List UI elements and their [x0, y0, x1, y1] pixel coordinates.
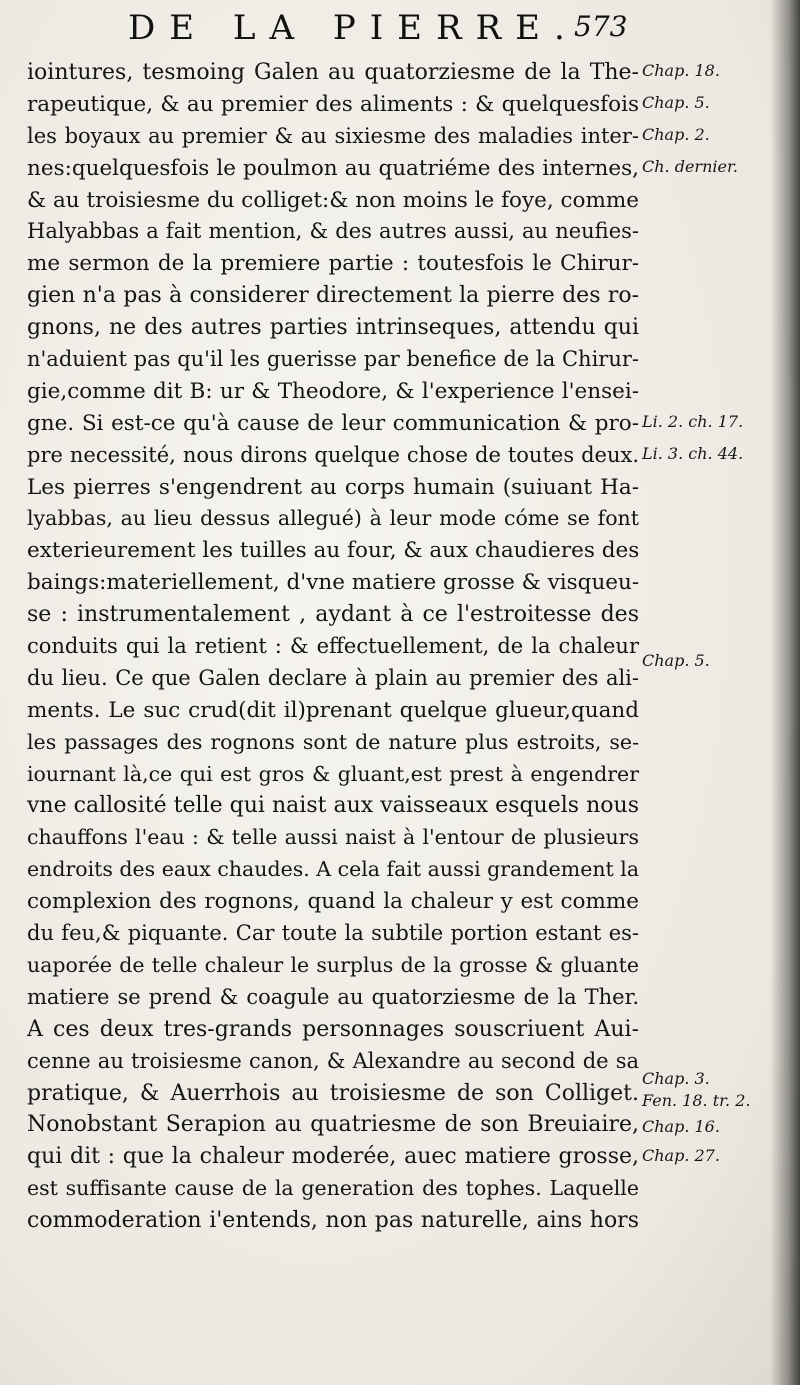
text-line: matiere se prend & coagule au quatorziesme de la Ther.: [27, 984, 639, 1009]
body-text: [27, 57, 639, 1237]
text-line: cenne au troisiesme canon, & Alexandre au second de sa: [27, 1048, 639, 1073]
text-line: les boyaux au premier & au sixiesme des maladies inter-: [27, 123, 639, 148]
text-line: complexion des rognons, quand la chaleur y est comme: [27, 889, 639, 915]
text-line: gie,comme dit B: ur & Theodore, & l'experience l'ensei-: [27, 378, 639, 404]
text-line: rapeutique, & au premier des aliments : & quelquesfois: [27, 91, 639, 117]
margin-note: Li. 3. ch. 44.: [642, 443, 744, 463]
text-line: vne callosité telle qui naist aux vaisseaux esquels nous: [27, 793, 639, 819]
text-line: uaporée de telle chaleur le surplus de la grosse & gluante: [27, 952, 639, 977]
margin-note: Chap. 2.: [642, 124, 710, 144]
margin-note: Chap. 3.: [642, 1069, 710, 1089]
text-line: Halyabbas a fait mention, & des autres aussi, au neufies-: [27, 219, 639, 244]
margin-note: Li. 2. ch. 17.: [642, 411, 744, 431]
text-line: les passages des rognons sont de nature plus estroits, se-: [27, 729, 639, 754]
margin-note: Chap. 5.: [642, 92, 710, 112]
text-line: exterieurement les tuilles au four, & aux chaudieres des: [27, 538, 640, 564]
text-line: qui dit : que la chaleur moderée, auec matiere grosse,: [27, 1144, 639, 1170]
text-line: est suffisante cause de la generation des tophes. Laquelle: [27, 1176, 639, 1201]
text-line: lyabbas, au lieu dessus allegué) à leur mode cóme se font: [27, 506, 639, 531]
text-line: endroits des eaux chaudes. A cela fait aussi grandement la: [27, 857, 640, 882]
text-line: iournant là,ce qui est gros & gluant,est prest à engendrer: [27, 761, 639, 786]
text-line: A ces deux tres-grands personnages souscriuent Aui-: [27, 1016, 639, 1042]
text-line: pratique, & Auerrhois au troisiesme de son Colliget.: [27, 1080, 639, 1106]
text-line: du lieu. Ce que Galen declare à plain au premier des ali-: [27, 665, 639, 690]
text-line: baings:materiellement, d'vne matiere grosse & visqueu-: [27, 570, 640, 596]
text-line: gien n'a pas à considerer directement la pierre des ro-: [27, 283, 639, 309]
text-line: iointures, tesmoing Galen au quatorziesme de la The-: [27, 60, 639, 85]
text-line: conduits qui la retient : & effectuellement, de la chaleur: [27, 634, 639, 659]
page-number: 573: [574, 10, 628, 43]
text-line: du feu,& piquante. Car toute la subtile portion estant es-: [27, 921, 639, 946]
text-line: Les pierres s'engendrent au corps humain (suiuant Ha-: [27, 474, 639, 500]
text-line: pre necessité, nous dirons quelque chose de toutes deux.: [27, 442, 639, 467]
text-line: Nonobstant Serapion au quatriesme de son Breuiaire,: [27, 1112, 639, 1138]
margin-note: Chap. 5.: [642, 651, 710, 671]
text-line: me sermon de la premiere partie : toutesfois le Chirur-: [27, 251, 639, 277]
margin-note: Ch. dernier.: [642, 156, 738, 176]
running-title: DE LA PIERRE.: [128, 8, 579, 48]
text-line: gne. Si est-ce qu'à cause de leur communication & pro-: [27, 410, 639, 436]
text-line: gnons, ne des autres parties intrinseques, attendu qui: [27, 315, 639, 341]
margin-note: Chap. 16.: [642, 1116, 720, 1136]
page-edge-shadow: [770, 0, 800, 1385]
text-line: & au troisiesme du colliget:& non moins le foye, comme: [27, 187, 639, 213]
margin-note: Chap. 18.: [642, 61, 720, 80]
running-head: [0, 2, 800, 54]
text-line: nes:quelquesfois le poulmon au quatriéme des internes,: [27, 155, 639, 181]
margin-notes: [642, 57, 770, 1307]
margin-note: Chap. 27.: [642, 1145, 720, 1165]
text-line: commoderation i'entends, non pas naturelle, ains hors: [27, 1208, 639, 1234]
text-line: se : instrumentalement , aydant à ce l'estroitesse des: [27, 602, 639, 628]
text-line: n'aduient pas qu'il les guerisse par benefice de la Chirur-: [27, 347, 639, 372]
text-line: ments. Le suc crud(dit il)prenant quelque glueur,quand: [27, 697, 639, 723]
margin-note: Fen. 18. tr. 2.: [642, 1091, 751, 1111]
text-line: chauffons l'eau : & telle aussi naist à l'entour de plusieurs: [27, 825, 639, 850]
